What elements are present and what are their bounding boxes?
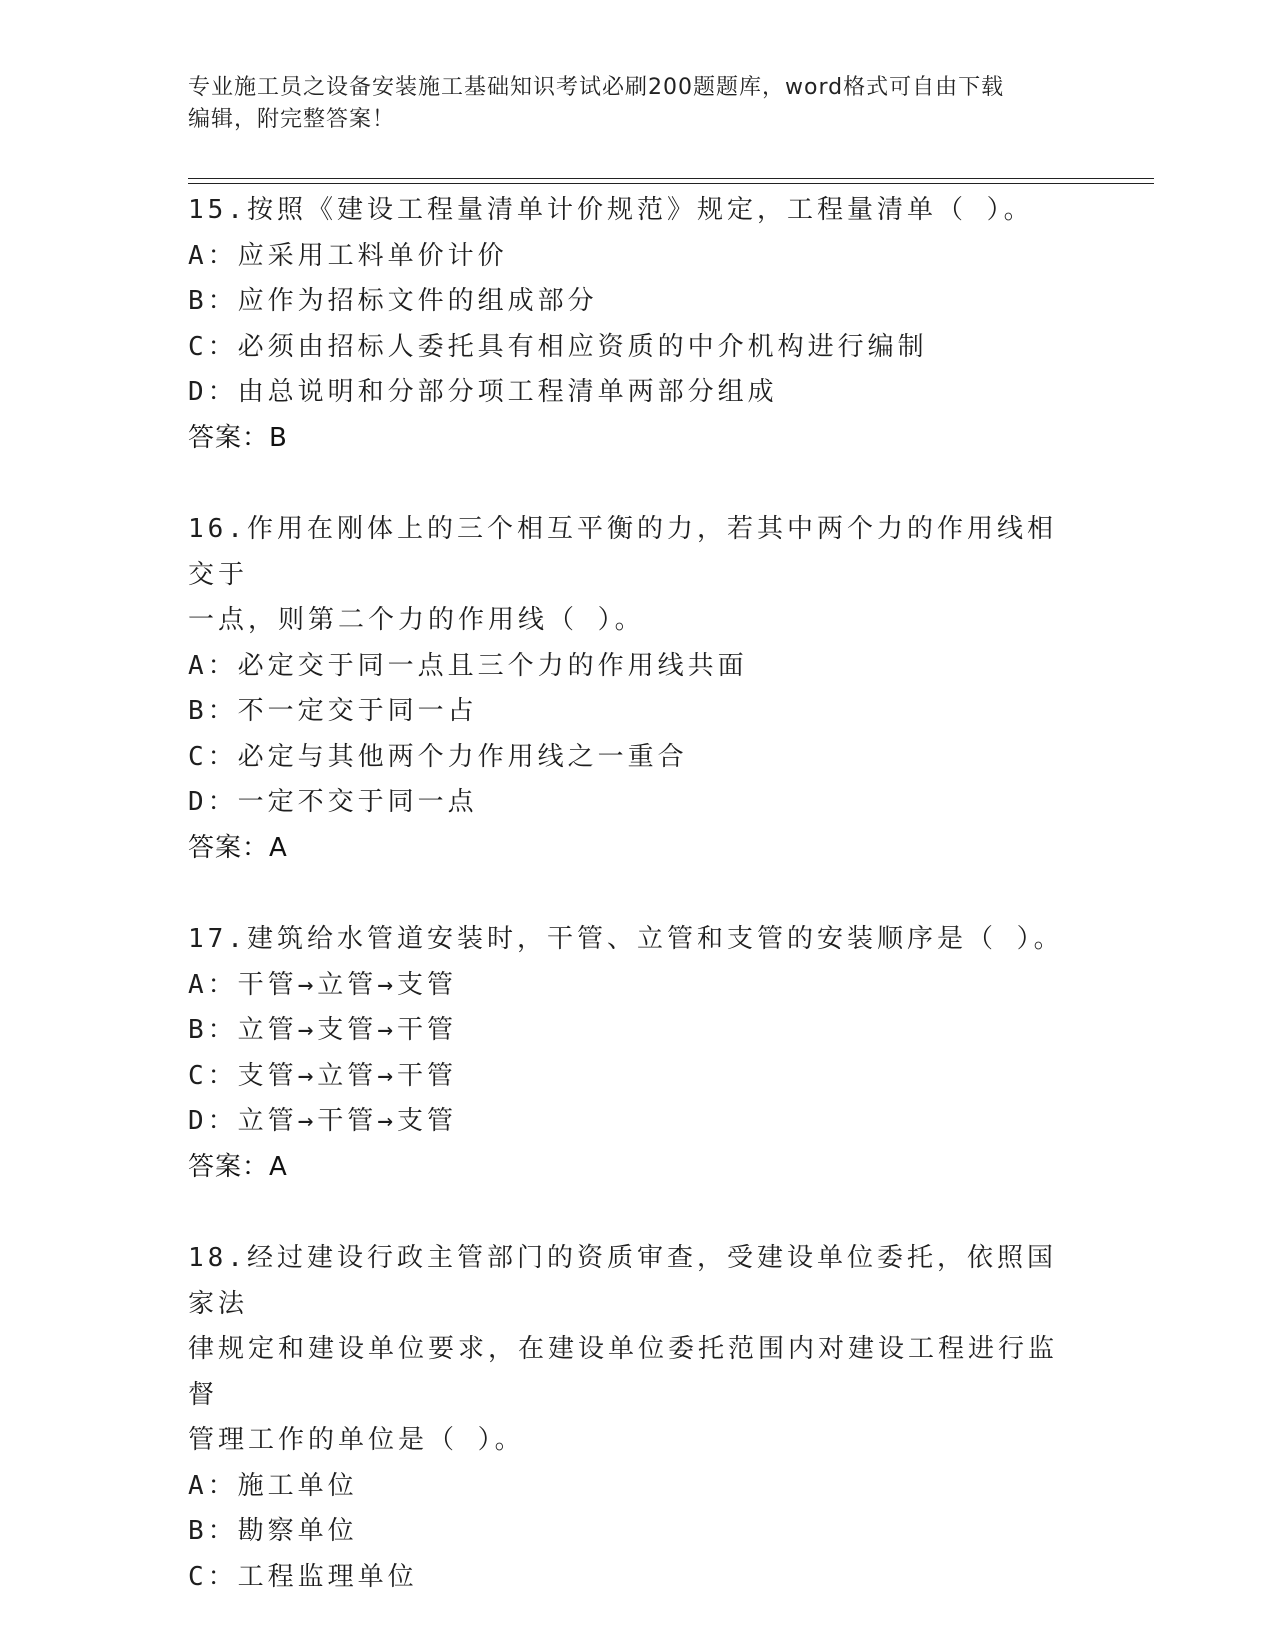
question-stem: 15.按照《建设工程量清单计价规范》规定，工程量清单（ ）。 [188, 195, 1034, 225]
question-list [188, 188, 1088, 1646]
option-c: C：必定与其他两个力作用线之一重合 [188, 741, 688, 772]
option-d: D：立管→干管→支管 [188, 1106, 457, 1136]
option-b: B：不一定交于同一占 [188, 696, 478, 726]
option-a: A：必定交于同一点且三个力的作用线共面 [188, 650, 748, 681]
question-18 [188, 1236, 1088, 1600]
header-divider-top [188, 178, 1154, 179]
question-stem: 17.建筑给水管道安装时，干管、立管和支管的安装顺序是（ ）。 [188, 924, 1064, 954]
option-b: B：立管→支管→干管 [188, 1015, 457, 1045]
question-16 [188, 507, 1088, 871]
answer-label: 答案：B [188, 422, 288, 453]
option-a: A：施工单位 [188, 1470, 358, 1501]
question-stem-line-2: 律规定和建设单位要求，在建设单位委托范围内对建设工程进行监督 [188, 1334, 1059, 1410]
question-15 [188, 188, 1088, 461]
header-title-line-2: 编辑，附完整答案！ [188, 107, 396, 132]
option-c: C：工程监理单位 [188, 1561, 418, 1592]
answer-label: 答案：A [188, 1151, 288, 1182]
question-stem-line-1: 18.经过建设行政主管部门的资质审查，受建设单位委托，依照国家法 [188, 1243, 1057, 1319]
question-stem-line-3: 管理工作的单位是（ ）。 [188, 1425, 525, 1455]
option-a: A：干管→立管→支管 [188, 969, 457, 1000]
header-title-line-1: 专业施工员之设备安装施工基础知识考试必刷200题题库，word格式可自由下载 [188, 75, 1005, 100]
question-17 [188, 917, 1088, 1190]
answer-label: 答案：A [188, 832, 288, 863]
question-stem-line-1: 16.作用在刚体上的三个相互平衡的力，若其中两个力的作用线相交于 [188, 514, 1057, 590]
option-c: C：支管→立管→干管 [188, 1060, 457, 1091]
option-d: D：一定不交于同一点 [188, 787, 478, 817]
option-c: C：必须由招标人委托具有相应资质的中介机构进行编制 [188, 331, 928, 362]
header-divider-bottom [188, 183, 1154, 184]
option-b: B：应作为招标文件的组成部分 [188, 286, 598, 316]
question-stem-line-2: 一点，则第二个力的作用线（ ）。 [188, 605, 645, 635]
option-b: B：勘察单位 [188, 1516, 358, 1546]
option-a: A：应采用工料单价计价 [188, 240, 508, 271]
document-header [188, 72, 1068, 136]
option-d: D：由总说明和分部分项工程清单两部分组成 [188, 377, 778, 407]
